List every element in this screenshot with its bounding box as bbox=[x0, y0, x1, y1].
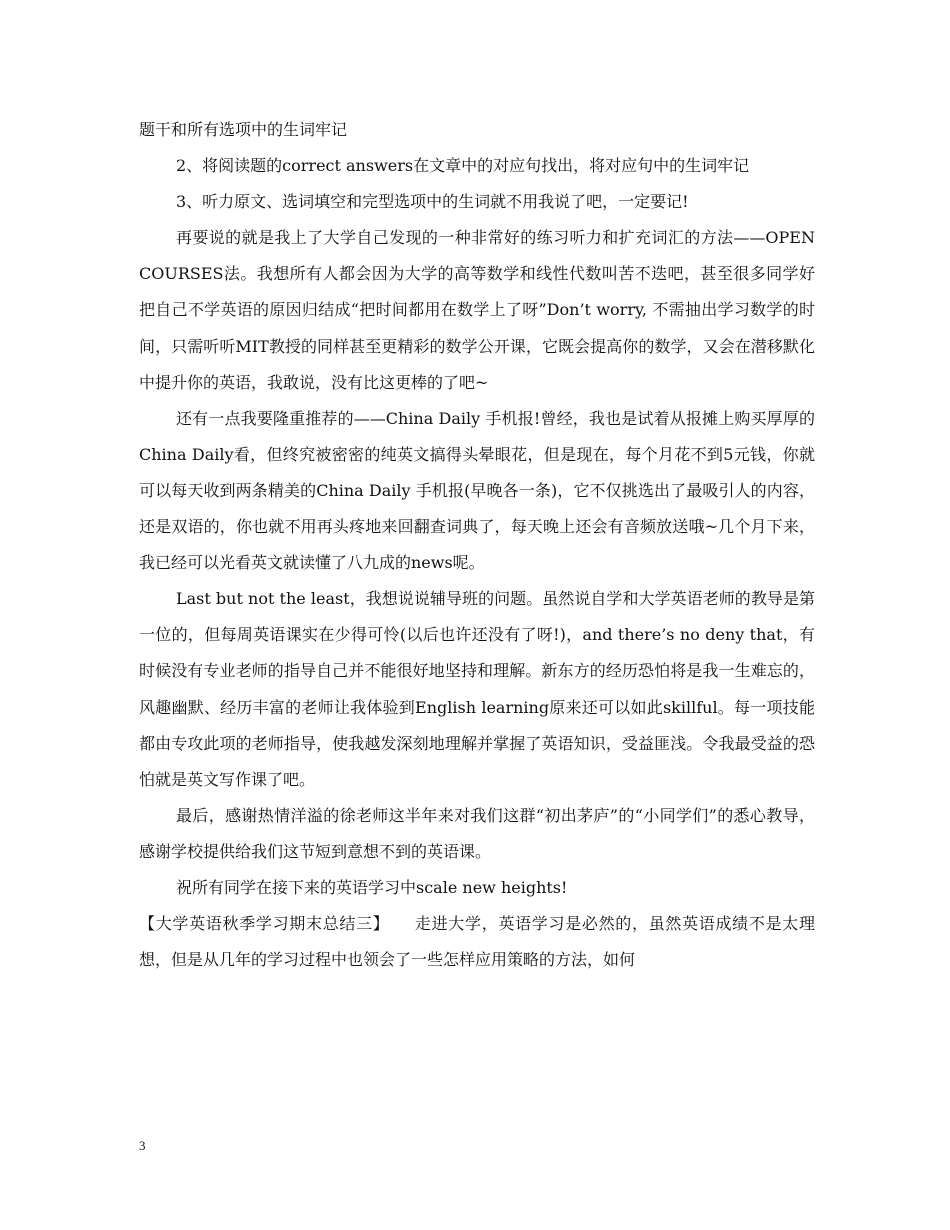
paragraph: 再要说的就是我上了大学自己发现的一种非常好的练习听力和扩充词汇的方法——OPEN COURSES法。我想所有人都会因为大学的高等数学和线性代数叫苦不迭吧，甚至很多同学好把自己不学英语的原因归结成“把时间都用在数学上了呀”Don’t worry, 不需抽出学习数学的时间，只需听听MIT教授的同样甚至更精彩的数学公开课，它既会提高你的数学，又会在潜移默化中提升你的英语，我敢说，没有比这更棒的了吧~ bbox=[139, 228, 815, 392]
paragraph: 题干和所有选项中的生词牢记 bbox=[139, 120, 348, 139]
paragraph: 还有一点我要隆重推荐的——China Daily 手机报!曾经，我也是试着从报摊上购买厚厚的China Daily看，但终究被密密的纯英文搞得头晕眼花，但是现在，每个月花不到5元钱，你就可以每天收到两条精美的China Daily 手机报(早晚各一条)，它不仅挑选出了最吸引人的内容，还是双语的，你也就不用再头疼地来回翻查词典了，每天晚上还会有音频放送哦~几个月下来，我已经可以光看英文就读懂了八九成的news呢。 bbox=[139, 408, 815, 573]
paragraph: 2、将阅读题的correct answers在文章中的对应句找出，将对应句中的生词牢记 bbox=[176, 156, 750, 176]
page-number: 3 bbox=[139, 1138, 146, 1153]
document-body bbox=[139, 112, 815, 978]
paragraph: 【大学英语秋季学习期末总结三】 走进大学，英语学习是必然的，虽然英语成绩不是太理想，但是从几年的学习过程中也领会了一些怎样应用策略的方法，如何 bbox=[139, 914, 815, 970]
paragraph: 祝所有同学在接下来的英语学习中scale new heights! bbox=[176, 877, 568, 897]
paragraph: Last but not the least，我想说说辅导班的问题。虽然说自学和大学英语老师的教导是第一位的，但每周英语课实在少得可怜(以后也许还没有了呀!)，and there’s no deny that，有时候没有专业老师的指导自己并不能很好地坚持和理解。新东方的经历恐怕将是我一生难忘的，风趣幽默、经历丰富的老师让我体验到English learning原来还可以如此skillful。每一项技能都由专攻此项的老师指导，使我越发深刻地理解并掌握了英语知识，受益匪浅。令我最受益的恐怕就是英文写作课了吧。 bbox=[139, 589, 815, 789]
paragraph: 最后，感谢热情洋溢的徐老师这半年来对我们这群“初出茅庐”的“小同学们”的悉心教导，感谢学校提供给我们这节短到意想不到的英语课。 bbox=[139, 805, 815, 861]
paragraph: 3、听力原文、选词填空和完型选项中的生词就不用我说了吧，一定要记! bbox=[176, 192, 689, 212]
